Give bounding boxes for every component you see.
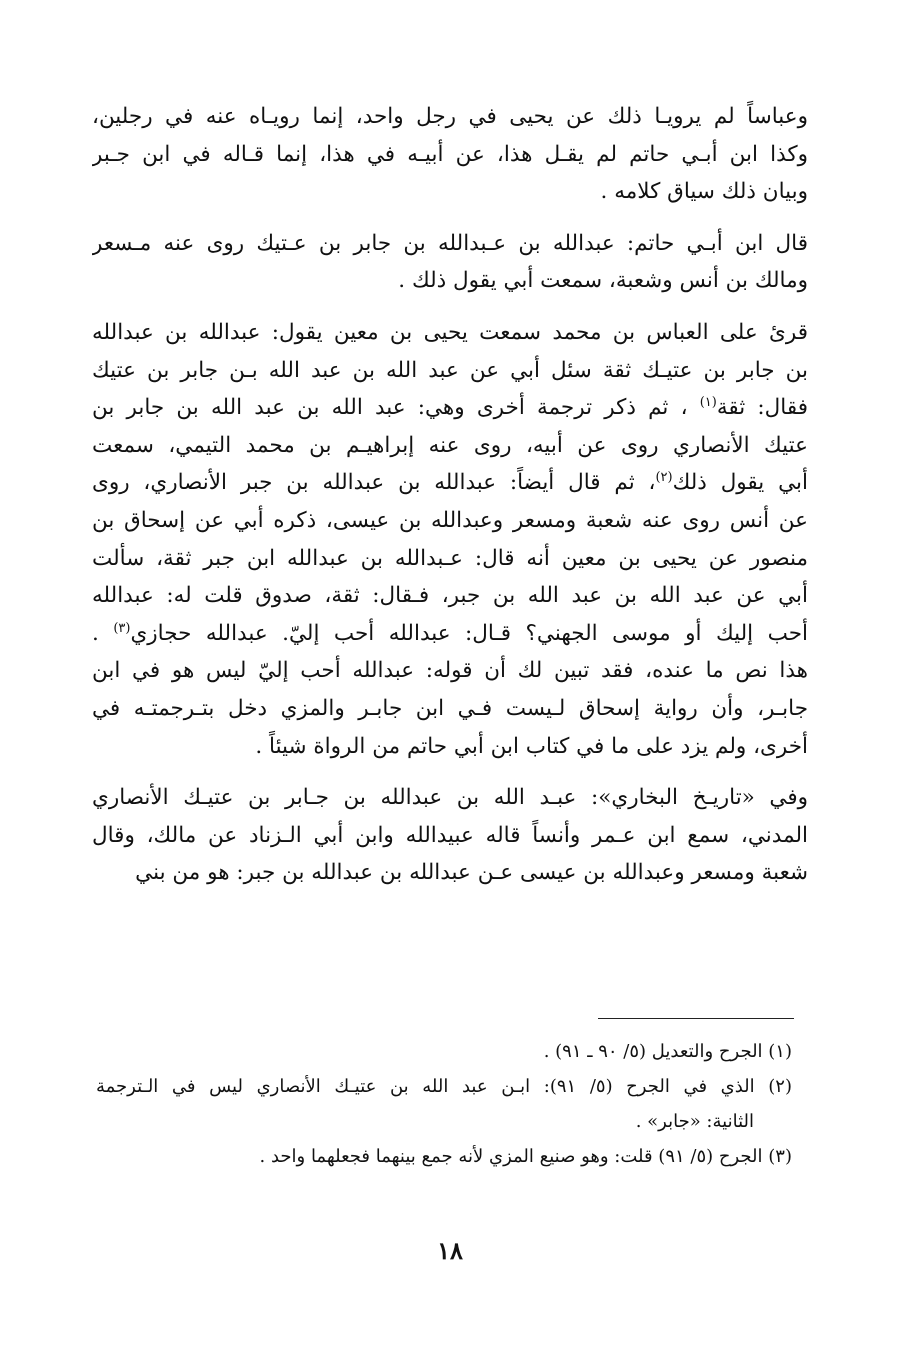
footnote [96,1069,792,1139]
footnotes [96,1034,792,1174]
footnote-line: (١) الجرح والتعديل (٥/ ٩٠ ـ ٩١) . [543,1041,792,1062]
text-segment: ، ثم قال أيضاً: عبدالله بن عبدالله بن جبر الأنصاري، روى [92,470,656,496]
main-text [92,98,808,906]
paragraph [92,779,808,892]
text-segment: ، ثم ذكر ترجمة أخرى وهي: عبد الله بن عبد الله بن جابر بن [92,395,700,421]
footnote-line: (٢) الذي في الجرح (٥/ ٩١): ابـن عبد الله بن عتيـك الأنصاري ليس في الـترجمة [96,1076,792,1097]
text-line: قرئ على العباس بن محمد سمعت يحيى بن معين يقول: عبدالله بن عبدالله [92,319,808,345]
text-line: أخرى، ولم يزد على ما في كتاب ابن أبي حاتم من الرواة شيئاً . [255,733,808,759]
text-line: ومالك بن أنس وشعبة، سمعت أبي يقول ذلك . [398,268,808,294]
paragraph [92,314,808,765]
page-number: ١٨ [437,1236,463,1265]
footnote-marker: (٣) [113,620,131,636]
text-segment: أبي يقول ذلك [672,470,808,496]
paragraph [92,98,808,211]
text-line: قال ابن أبـي حاتم: عبدالله بن عـبدالله بن جابر بن عـتيك روى عنه مـسعر [92,230,808,256]
footnote-line: (٣) الجرح (٥/ ٩١) قلت: وهو صنيع المزي لأنه جمع بينهما فجعلهما واحد . [259,1146,792,1167]
text-line [92,615,808,653]
text-line: جابـر، وأن رواية إسحاق لـيست فـي ابن جابـر والمزي دخل بتـرجمتـه في [92,695,808,721]
footnote-marker: (٢) [655,470,673,486]
text-line: وبيان ذلك سياق كلامه . [600,179,808,205]
text-line: عن أنس روى عنه شعبة ومسعر وعبدالله بن عيسى، ذكره أبي عن إسحاق بن [92,507,808,533]
text-line: هذا نص ما عنده، فقد تبين لك أن قوله: عبدالله أحب إليّ ليس هو في ابن [92,658,808,684]
text-line: شعبة ومسعر وعبدالله بن عيسى عـن عبدالله بن عبدالله بن جبر: هو من بني [135,860,808,886]
text-line: بن جابر بن عتيـك ثقة سئل أبي عن عبد الله بن عبد الله بـن جابر بن عتيك [92,357,808,383]
text-line: وكذا ابن أبـي حاتم لم يقـل هذا، عن أبيـه في هذا، إنما قـاله في ابن جـبر [92,141,808,167]
text-line: عتيك الأنصاري روى عن أبيه، روى عنه إبراهيـم بن محمد التيمي، سمعت [92,432,808,458]
text-line [92,389,808,427]
text-segment: أحب إليك أو موسى الجهني؟ قـال: عبدالله أحب إليّ. عبدالله حجازي [130,620,808,646]
text-line: وعباساً لم يرويـا ذلك عن يحيى في رجل واحد، إنما رويـاه عنه في رجلين، [92,104,808,129]
text-line: أبي عن عبد الله بن عبد الله بن جبر، فـقال: ثقة، صدوق قلت له: عبدالله [92,583,808,609]
paragraph [92,225,808,300]
text-segment: فقال: ثقة [716,395,808,421]
text-segment: . [92,620,114,646]
text-line [92,464,808,502]
footnote [96,1034,792,1069]
text-line: وفي «تاريـخ البخاري»: عبـد الله بن عبدالله بن جـابر بن عتيـك الأنصاري [92,785,808,811]
text-line: منصور عن يحيى بن معين أنه قال: عـبدالله بن عبدالله ابن جبر ثقة، سألت [92,545,808,571]
footnote-separator [598,1018,794,1019]
footnote-marker: (١) [699,395,717,410]
footnote-line: الثانية: «جابر» . [635,1111,754,1132]
footnote [96,1139,792,1174]
text-line: المدني، سمع ابن عـمر وأنساً قاله عبيدالله وابن أبي الـزناد عن مالك، وقال [92,822,808,848]
